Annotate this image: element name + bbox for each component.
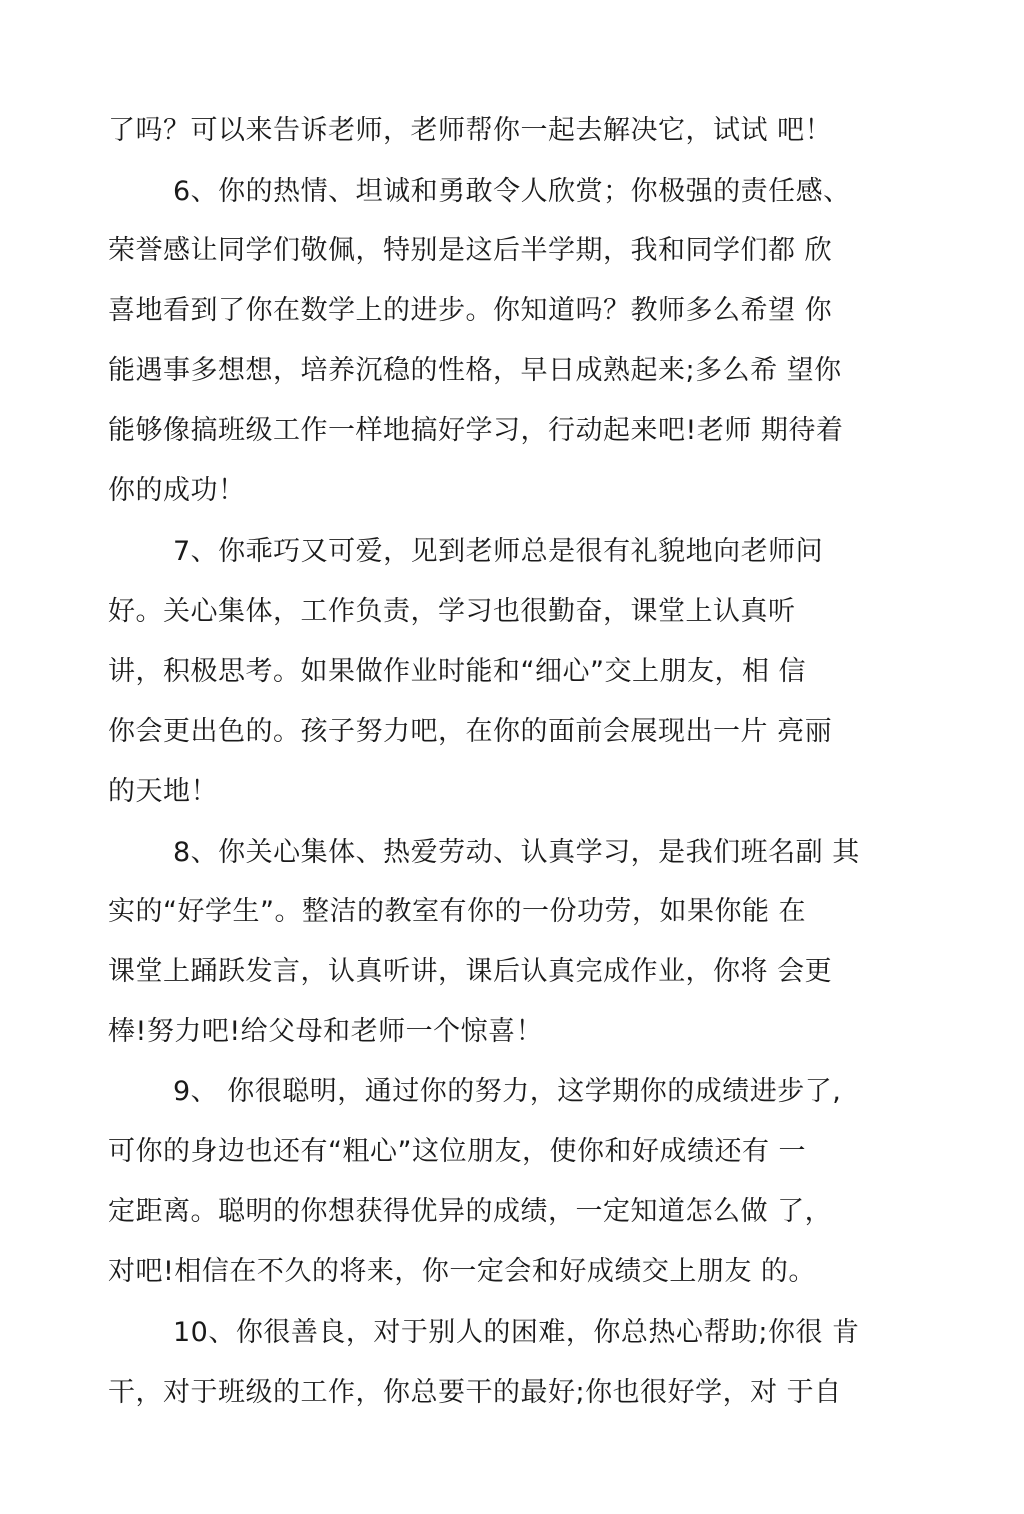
text-line: 能遇事多想想，培养沉稳的性格，早日成熟起来;多么希 望你 (108, 355, 842, 386)
text-line: 课堂上踊跃发言，认真听讲，课后认真完成作业，你将 会更 (108, 956, 833, 987)
text-line: 你的成功！ (108, 475, 246, 506)
text-line: 好。关心集体，工作负责，学习也很勤奋，课堂上认真听 (108, 596, 796, 627)
text-line: 实的“好学生”。整洁的教室有你的一份功劳，如果你能 在 (108, 896, 807, 927)
text-line: 对吧!相信在不久的将来，你一定会和好成绩交上朋友 的。 (108, 1256, 816, 1287)
text-line: 的天地！ (108, 776, 218, 807)
paragraph-start: 6、你的热情、坦诚和勇敢令人欣赏；你极强的责任感、 (173, 176, 851, 207)
paragraph-start: 7、你乖巧又可爱，见到老师总是很有礼貌地向老师问 (173, 536, 824, 567)
paragraph-start: 8、你关心集体、热爱劳动、认真学习，是我们班名副 其 (173, 837, 860, 868)
text-line: 你会更出色的。孩子努力吧，在你的面前会展现出一片 亮丽 (108, 716, 833, 747)
text-line: 了吗？可以来告诉老师，老师帮你一起去解决它，试试 吧！ (108, 115, 833, 146)
text-line: 讲，积极思考。如果做作业时能和“细心”交上朋友，相 信 (108, 656, 807, 687)
text-line: 干，对于班级的工作，你总要干的最好;你也很好学，对 于自 (108, 1377, 842, 1408)
text-line: 可你的身边也还有“粗心”这位朋友，使你和好成绩还有 一 (108, 1136, 807, 1167)
text-line: 能够像搞班级工作一样地搞好学习，行动起来吧!老师 期待着 (108, 415, 844, 446)
text-line: 定距离。聪明的你想获得优异的成绩，一定知道怎么做 了， (108, 1196, 833, 1227)
text-line: 喜地看到了你在数学上的进步。你知道吗？教师多么希望 你 (108, 295, 833, 326)
paragraph-start: 9、 你很聪明，通过你的努力，这学期你的成绩进步了, (173, 1076, 842, 1107)
paragraph-start: 10、你很善良，对于别人的困难，你总热心帮助;你很 肯 (173, 1317, 860, 1348)
text-line: 荣誉感让同学们敬佩，特别是这后半学期，我和同学们都 欣 (108, 235, 833, 266)
text-line: 棒!努力吧!给父母和老师一个惊喜！ (108, 1016, 544, 1047)
